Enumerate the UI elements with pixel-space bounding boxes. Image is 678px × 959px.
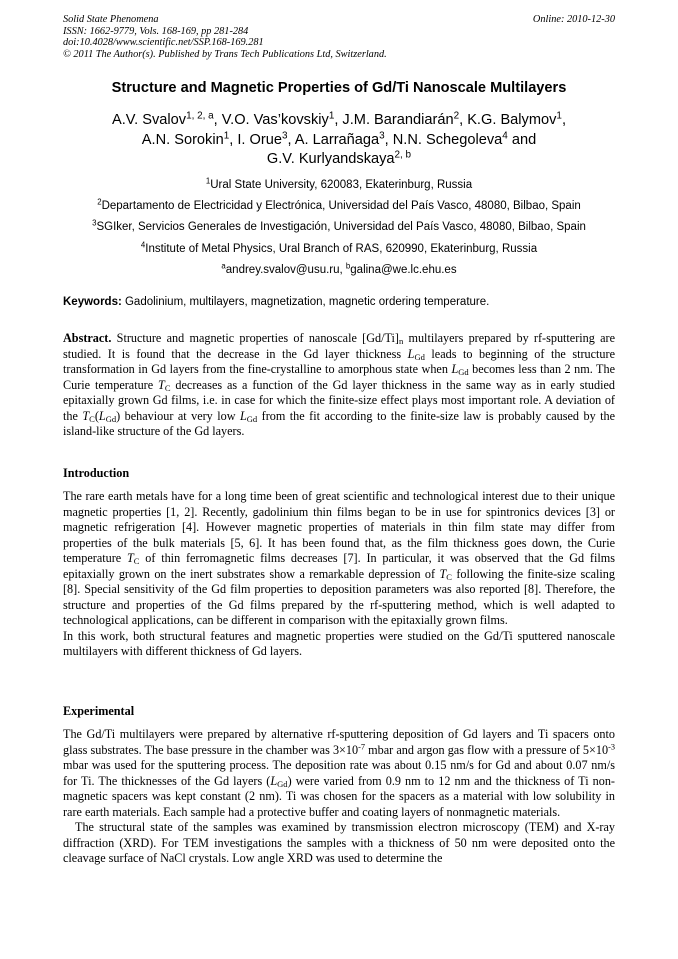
affiliation-2: $^2$Departamento de Electricidad y Electrónica, Universidad del País Vasco, 48080, Bilbao, Spain: [97, 197, 581, 213]
journal-name: Solid State Phenomena: [63, 14, 159, 25]
author-conjunction: and: [507, 131, 537, 148]
section-heading: Experimental: [63, 704, 135, 718]
author-sup: 2, b: [394, 149, 412, 161]
author-sup: 3: [379, 130, 385, 142]
author-list: A.V. Svalov$^{1, 2, a}$, V.O. Vas’kovskiy$^1$, J.M. Barandiarán$^2$, K.G. Balymov$^1$, A.N. Sorokin$^1$, I. Orue$^3$, A. Larrañaga$^3$, N.N. Schegoleva$^4$ and G.V. Kurlyandskaya$^{2, b}$: [111, 110, 566, 167]
keywords-text: Gadolinium, multilayers, magnetization, magnetic ordering temperature.: [121, 296, 490, 308]
author-name: , I. Orue: [229, 131, 282, 148]
author-sup: 1: [556, 110, 562, 122]
experimental-body: [63, 727, 615, 867]
online-date: Online: 2010-12-30: [532, 14, 615, 25]
author-sup: 2: [453, 110, 460, 122]
affiliation-3: $^3$SGIker, Servicios Generales de Investigación, Universidad del País Vasco, 48080, Bilbao, Spain: [92, 219, 586, 234]
paragraph: The rare earth metals have for a long time been of great scientific and technological interest due to their unique magnetic properties [1, 2]. Recently, gadolinium thin films began to be in use for spintronics devices [3] or magnetic refrigeration [4]. However magnetic properties of materials in thin film state may differ from properties of the bulk materials [5, 6]. It has been found that, as the film thickness goes down, the Curie temperature $T_C$ of thin ferromagnetic films decreases [7]. In particular, it was observed that the Gd films epitaxially grown on the inert substrates show a remarkable depression of $T_C$ following the finite-size scaling [8]. Special sensitivity of the Gd film properties to deposition parameters was also reported [8]. Therefore, the structure and properties of the Gd films prepared by the rf-sputtering method, which is well adapted to technological applications, can be different in comparison with the epitaxially grown films.: [63, 489, 615, 628]
affiliation-list: [40, 175, 638, 281]
author-sup: 1, 2, a: [186, 110, 214, 122]
author-sup: 3: [281, 130, 288, 142]
author-name: , V.O. Vas’kovskiy: [213, 112, 329, 128]
affiliation-1: $^1$Ural State University, 620083, Ekaterinburg, Russia: [205, 176, 473, 191]
author-name: , A. Larrañaga: [287, 131, 380, 148]
paragraph: The structural state of the samples was examined by transmission electron microscopy (TEM) and X-ray diffraction (XRD). For TEM investigations the samples with a thickness of 50 nm were deposited onto the cleavage surface of NaCl crystals. Low angle XRD was used to determine the: [63, 820, 615, 866]
abstract: Abstract. Structure and magnetic properties of nanoscale $[Gd/Ti]_n$ multilayers prepared by rf-sputtering are studied. It is found that the decrease in the Gd layer thickness $L_{Gd}$ leads to beginning of the structure transformation in Gd layers from the fine-crystalline to amorphous state when $L_{Gd}$ becomes less than 2 nm. The Curie temperature $T_C$ decreases as a function of the Gd layer thickness in the same way as in early studied epitaxially grown Gd films, i.e. in case for which the finite-size effect plays most important role. A deviation of the $T_C(L_{Gd})$ behaviour at very low $L_{Gd}$ from the fit according to the finite-size law is probably caused by the island-like structure of the Gd layers.: [63, 331, 616, 439]
email-line: $^a$andrey.svalov@usu.ru, $^b$galina@we.lc.ehu.es: [221, 261, 457, 276]
author-name: A.N. Sorokin: [141, 131, 224, 148]
keywords-label: Keywords:: [63, 296, 122, 308]
abstract-label: Abstract.: [63, 331, 112, 345]
copyright-line: © 2011 The Author(s). Published by Trans Tech Publications Ltd, Switzerland.: [63, 48, 387, 60]
author-sup: 4: [502, 130, 508, 142]
journal-header: [63, 14, 615, 60]
author-sup: 1: [328, 110, 335, 122]
author-sup: 1: [223, 130, 230, 142]
keywords: [63, 296, 615, 308]
introduction-body: [63, 489, 615, 660]
author-name: , J.M. Barandiarán: [334, 112, 454, 128]
doi-line: doi:10.4028/www.scientific.net/SSP.168-169.281: [63, 37, 264, 49]
author-name: A.V. Svalov: [111, 112, 187, 128]
email-link[interactable]: galina@we.lc.ehu.es: [350, 263, 457, 276]
paragraph: The Gd/Ti multilayers were prepared by alternative rf-sputtering deposition of Gd layers and Ti spacers onto glass substrates. The base pressure in the chamber was $3\times 10^{-7}$ mbar and argon gas flow with a pressure of $5\times 10^{-3}$ mbar was used for the sputtering process. The deposition rate was about 0.15 nm/s for Gd and about 0.07 nm/s for Ti. The thicknesses of the Gd layers $(L_{Gd})$ were varied from 0.9 nm to 12 nm and the thickness of Ti non-magnetic spacers was kept constant (2 nm). Ti was chosen for the spacers as a material with low solubility in rare earth materials. Each sample had a protective buffer and coating layers of nonmagnetic materials.: [63, 727, 615, 819]
author-name: G.V. Kurlyandskaya: [266, 151, 395, 167]
affiliation-4: $^4$Institute of Metal Physics, Ural Branch of RAS, 620990, Ekaterinburg, Russia: [140, 240, 538, 255]
paragraph: In this work, both structural features and magnetic properties were studied on the Gd/Ti sputtered nanoscale multilayers with different thickness of Gd layers.: [63, 628, 615, 659]
author-name: , N.N. Schegoleva: [384, 131, 503, 148]
section-heading: Introduction: [63, 466, 130, 480]
issn-line: ISSN: 1662-9779, Vols. 168-169, pp 281-284: [63, 25, 249, 37]
email-link[interactable]: andrey.svalov@usu.ru: [225, 263, 340, 276]
author-name: , K.G. Balymov: [459, 112, 557, 128]
paper-title: Structure and Magnetic Properties of Gd/Ti Nanoscale Multilayers: [111, 80, 567, 96]
